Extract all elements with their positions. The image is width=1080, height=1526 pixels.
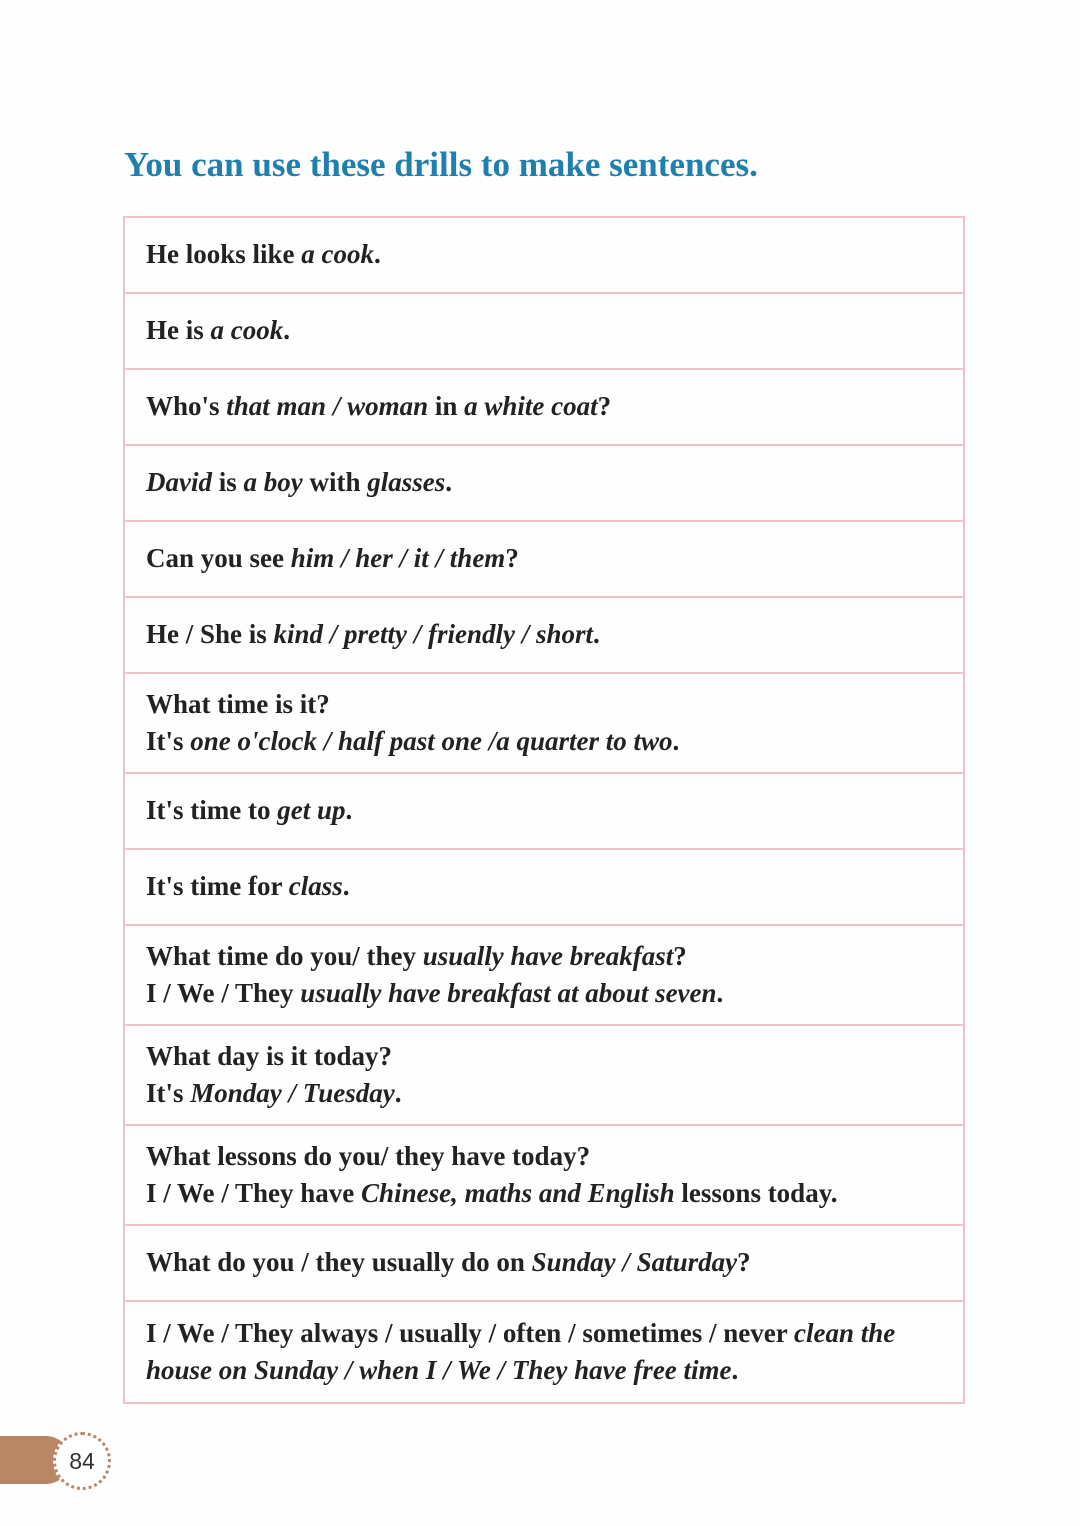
drill-line <box>146 1038 963 1076</box>
page-number: 84 <box>53 1432 111 1490</box>
drill-text: What time do you/ they <box>146 940 423 971</box>
drill-row <box>125 370 963 446</box>
drill-row <box>125 1226 963 1302</box>
drill-italic-text: him / her / it / them <box>290 543 506 574</box>
drill-text: . <box>445 467 453 498</box>
drill-text: Can you see <box>146 543 291 574</box>
drill-text: ? <box>597 391 612 422</box>
drill-italic-text: one o'clock / half past one /a quarter to two <box>190 726 673 756</box>
drill-text: I / We / They <box>146 978 301 1008</box>
drill-text: It's <box>146 1078 191 1108</box>
drill-italic-text: a boy <box>243 467 303 498</box>
drill-text: I / We / They always / usually / often / sometimes / never <box>146 1317 795 1348</box>
drill-text: ? <box>673 940 687 971</box>
drill-italic-text: Sunday / Saturday <box>531 1247 738 1278</box>
drill-italic-text: glasses <box>367 467 446 498</box>
drill-text: in <box>428 391 465 422</box>
drill-italic-text: get up <box>277 795 346 826</box>
drill-italic-text: a white coat <box>464 391 598 422</box>
drill-text: I / We / They have <box>146 1178 362 1208</box>
drill-line <box>146 938 963 976</box>
drill-row <box>125 774 963 850</box>
drill-line <box>146 236 963 274</box>
drill-row <box>125 1302 963 1402</box>
drill-line <box>146 1352 963 1390</box>
drill-text: ? <box>737 1247 751 1278</box>
drill-text: What day is it today? <box>146 1040 393 1071</box>
drill-italic-text: usually have breakfast at about seven <box>300 978 717 1008</box>
drill-row <box>125 446 963 522</box>
drill-text: What do you / they usually do on <box>146 1247 532 1278</box>
drill-text: What time is it? <box>146 688 330 719</box>
drill-line <box>146 540 963 578</box>
drill-line <box>146 868 963 906</box>
drill-line <box>146 388 963 426</box>
drill-row <box>125 1126 963 1226</box>
drill-text: . <box>593 619 600 650</box>
drill-text: He looks like <box>146 239 302 270</box>
drill-text: It's time to <box>146 795 278 826</box>
drill-line <box>146 1315 963 1353</box>
drill-italic-text: Monday / Tuesday <box>190 1078 395 1108</box>
drill-italic-text: that man / woman <box>226 391 429 422</box>
drill-text: Who's <box>146 391 227 422</box>
drill-text: It's time for <box>146 871 289 902</box>
page-title: You can use these drills to make sentences. <box>124 145 758 184</box>
drill-italic-text: class <box>288 871 343 902</box>
drill-italic-text: kind / pretty / friendly / short <box>273 619 594 650</box>
drill-row <box>125 850 963 926</box>
drill-text: . <box>394 1078 402 1108</box>
drill-text: ? <box>505 543 519 574</box>
drill-line <box>146 1138 963 1176</box>
drill-text: . <box>345 795 353 826</box>
drill-row <box>125 522 963 598</box>
drill-italic-text: Chinese, maths and English <box>361 1178 675 1208</box>
drill-text: . <box>374 239 381 270</box>
drill-row <box>125 218 963 294</box>
drill-text: . <box>672 726 680 756</box>
drill-text: What lessons do you/ they have today? <box>146 1140 591 1171</box>
drill-text: . <box>283 315 290 346</box>
drill-row <box>125 294 963 370</box>
drill-line <box>146 1075 963 1113</box>
drill-text: It's <box>146 726 191 756</box>
drill-line <box>146 792 963 830</box>
drill-text: . <box>716 978 724 1008</box>
drill-line <box>146 1244 963 1282</box>
drill-line <box>146 686 963 724</box>
drill-italic-text: David <box>146 467 212 498</box>
drill-italic-text: a cook <box>301 239 374 270</box>
drill-text: lessons today. <box>674 1178 838 1208</box>
drill-text: . <box>342 871 350 902</box>
drill-text: is <box>211 467 244 498</box>
drill-text: . <box>731 1355 739 1385</box>
drill-line <box>146 723 963 761</box>
drill-line <box>146 975 963 1013</box>
drill-row <box>125 1026 963 1126</box>
drill-text: He / She is <box>146 619 274 650</box>
drill-line <box>146 312 963 350</box>
drill-row <box>125 598 963 674</box>
drill-italic-text: a cook <box>210 315 284 346</box>
drill-italic-text: usually have breakfast <box>422 940 674 971</box>
drill-italic-text: house on Sunday / when I / We / They have free time <box>146 1355 732 1385</box>
drill-line <box>146 616 963 654</box>
drill-row <box>125 674 963 774</box>
drill-line <box>146 1175 963 1213</box>
drill-row <box>125 926 963 1026</box>
drill-table <box>123 216 965 1404</box>
drill-text: He is <box>146 315 211 346</box>
drill-italic-text: clean the <box>794 1317 896 1348</box>
drill-line <box>146 464 963 502</box>
drill-text: with <box>302 467 368 498</box>
